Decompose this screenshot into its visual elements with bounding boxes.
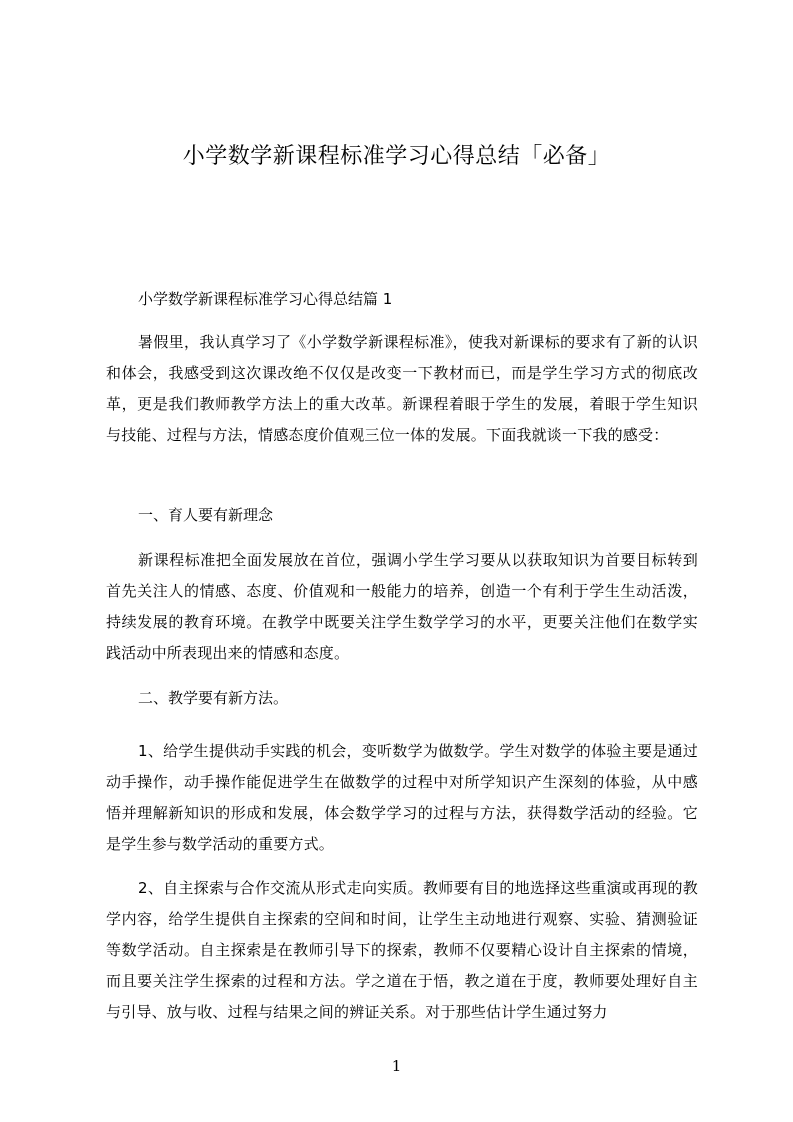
heading-one: 一、育人要有新理念 (138, 506, 274, 524)
page-number: 1 (391, 1057, 402, 1075)
page-title: 小学数学新课程标准学习心得总结「必备」 (182, 144, 611, 169)
intro-paragraph: 暑假里，我认真学习了《小学数学新课程标准》，使我对新课标的要求有了新的认识和体会，我感受到这次课改绝不仅仅是改变一下教材而已，而是学生学习方式的彻底改革，更是我们教师教学方法上的重大改革。新课程着眼于学生的发展，着眼于学生知识与技能、过程与方法，情感态度价值观三位一体的发展。下面我就谈一下我的感受： (106, 333, 698, 444)
heading-two: 二、教学要有新方法。 (138, 689, 289, 707)
section-title: 小学数学新课程标准学习心得总结篇 1 (138, 290, 393, 308)
paragraph-hands-on: 1、给学生提供动手实践的机会，变听数学为做数学。学生对数学的体验主要是通过动手操作，动手操作能促进学生在做数学的过程中对所学知识产生深刻的体验，从中感悟并理解新知识的形成和发展，体会数学学习的过程与方法，获得数学活动的经验。它是学生参与数学活动的重要方式。 (106, 742, 698, 853)
paragraph-philosophy: 新课程标准把全面发展放在首位，强调小学生学习要从以获取知识为首要目标转到首先关注人的情感、态度、价值观和一般能力的培养，创造一个有利于学生生动活泼，持续发展的教育环境。在教学中既要关注学生数学学习的水平，更要关注他们在数学实践活动中所表现出来的情感和态度。 (106, 551, 698, 662)
paragraph-exploration: 2、自主探索与合作交流从形式走向实质。教师要有目的地选择这些重演或再现的教学内容，给学生提供自主探索的空间和时间，让学生主动地进行观察、实验、猜测验证等数学活动。自主探索是在教师引导下的探索，教师不仅要精心设计自主探索的情境，而且要关注学生探索的过程和方法。学之道在于悟，教之道在于度，教师要处理好自主与引导、放与收、过程与结果之间的辨证关系。对于那些估计学生通过努力 (106, 879, 698, 1021)
